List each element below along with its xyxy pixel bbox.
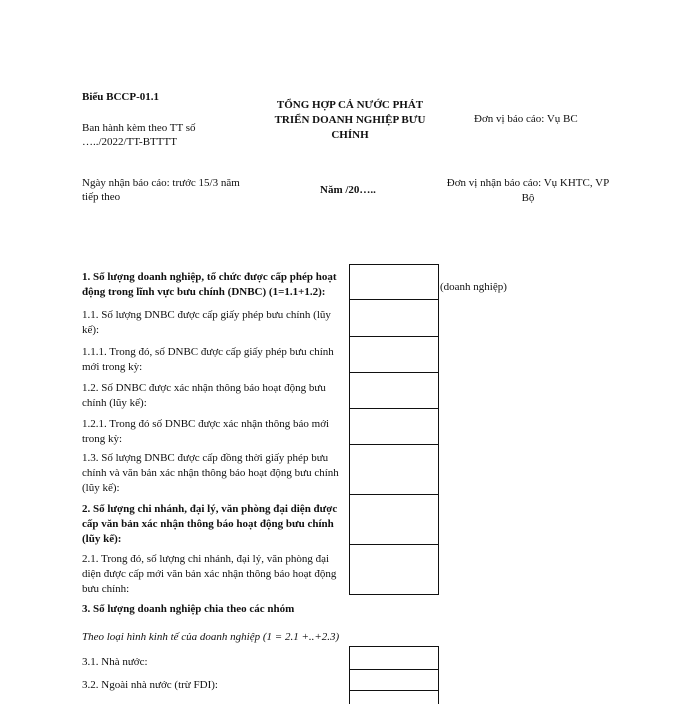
section-3-heading: 3. Số lượng doanh nghiệp chia theo các nhóm <box>82 603 295 615</box>
title-line-1: TỔNG HỢP CẢ NƯỚC PHÁT <box>276 99 424 111</box>
row-1-2-1-value-box[interactable] <box>349 408 439 445</box>
issued-by-line-1: Ban hành kèm theo TT số <box>82 122 196 134</box>
row-1-1-1-line-1: 1.1.1. Trong đó, số DNBC được cấp giấy phép bưu chính <box>82 346 334 358</box>
row-1-2-label <box>82 381 350 411</box>
receiving-unit <box>438 176 618 206</box>
row-1-3-line-1: 1.3. Số lượng DNBC được cấp đồng thời giấy phép bưu <box>82 452 329 464</box>
row-1-3-label <box>82 451 350 496</box>
title-line-2: TRIỂN DOANH NGHIỆP BƯU <box>274 113 426 126</box>
row-1-2-line-1: 1.2. Số DNBC được xác nhận thông báo hoạt động bưu <box>82 382 326 394</box>
document-title <box>255 98 445 143</box>
row-2-value-box[interactable] <box>349 494 439 545</box>
item-3-1-value-box[interactable] <box>349 646 439 670</box>
receiving-unit-line-1: Đơn vị nhận báo cáo: Vụ KHTC, VP <box>446 177 610 189</box>
row-1-2-1-line-1: 1.2.1. Trong đó số DNBC được xác nhận thông báo mới <box>82 418 330 430</box>
row-1-1-line-1: 1.1. Số lượng DNBC được cấp giấy phép bưu chính (lũy <box>82 309 331 321</box>
row-1-1-label <box>82 308 350 338</box>
report-year: Năm /20….. <box>320 184 376 196</box>
row-1-2-1-line-2: trong kỳ: <box>82 432 123 445</box>
form-code: Biểu BCCP-01.1 <box>82 91 159 103</box>
next-value-box[interactable] <box>349 690 439 704</box>
row-2-1-label <box>82 552 350 597</box>
receive-date-line-1: Ngày nhận báo cáo: trước 15/3 năm <box>82 177 240 189</box>
title-line-3: CHÍNH <box>331 128 369 141</box>
unit-note: (doanh nghiệp) <box>440 281 507 293</box>
row-2-1-line-2: diện được cấp mới văn bản xác nhận thông báo hoạt động <box>82 567 337 580</box>
section-3-subheading: Theo loại hình kinh tế của doanh nghiệp (1 = 2.1 +..+2.3) <box>82 631 340 643</box>
row-1-1-line-2: kế): <box>82 323 100 336</box>
row-1-1-1-label <box>82 345 350 375</box>
issued-by-line-2: …../2022/TT-BTTTT <box>82 136 177 148</box>
row-1-line-1: 1. Số lượng doanh nghiệp, tổ chức được cấp phép hoạt <box>82 271 337 283</box>
row-2-label <box>82 502 350 547</box>
row-1-3-line-3: (lũy kế): <box>82 481 120 494</box>
row-1-2-line-2: chính (lũy kế): <box>82 396 147 409</box>
row-2-line-1: 2. Số lượng chi nhánh, đại lý, văn phòng đại diện được <box>82 503 338 515</box>
row-2-1-line-3: bưu chính: <box>82 582 130 595</box>
row-1-3-value-box[interactable] <box>349 444 439 495</box>
reporting-unit: Đơn vị báo cáo: Vụ BC <box>474 113 578 125</box>
item-3-2-value-box[interactable] <box>349 669 439 691</box>
receiving-unit-line-2: Bộ <box>521 191 535 204</box>
row-1-value-box[interactable] <box>349 264 439 300</box>
item-3-2-label: 3.2. Ngoài nhà nước (trừ FDI): <box>82 679 218 691</box>
item-3-1-label: 3.1. Nhà nước: <box>82 656 148 668</box>
row-2-1-line-1: 2.1. Trong đó, số lượng chi nhánh, đại lý, văn phòng đại <box>82 553 330 565</box>
row-1-label <box>82 270 350 300</box>
row-1-2-value-box[interactable] <box>349 372 439 409</box>
receive-date-line-2: tiếp theo <box>82 191 121 203</box>
row-1-1-value-box[interactable] <box>349 299 439 337</box>
row-1-1-1-value-box[interactable] <box>349 336 439 373</box>
row-2-line-3: (lũy kế): <box>82 532 122 545</box>
row-1-2-1-label <box>82 417 350 447</box>
row-1-1-1-line-2: mới trong kỳ: <box>82 360 143 373</box>
row-1-3-line-2: chính và văn bản xác nhận thông báo hoạt động bưu chính <box>82 466 339 479</box>
row-2-1-value-box[interactable] <box>349 544 439 595</box>
row-2-line-2: cấp văn bản xác nhận thông báo hoạt động bưu chính <box>82 517 334 530</box>
row-1-line-2: động trong lĩnh vực bưu chính (DNBC) (1=1.1+1.2): <box>82 285 326 298</box>
